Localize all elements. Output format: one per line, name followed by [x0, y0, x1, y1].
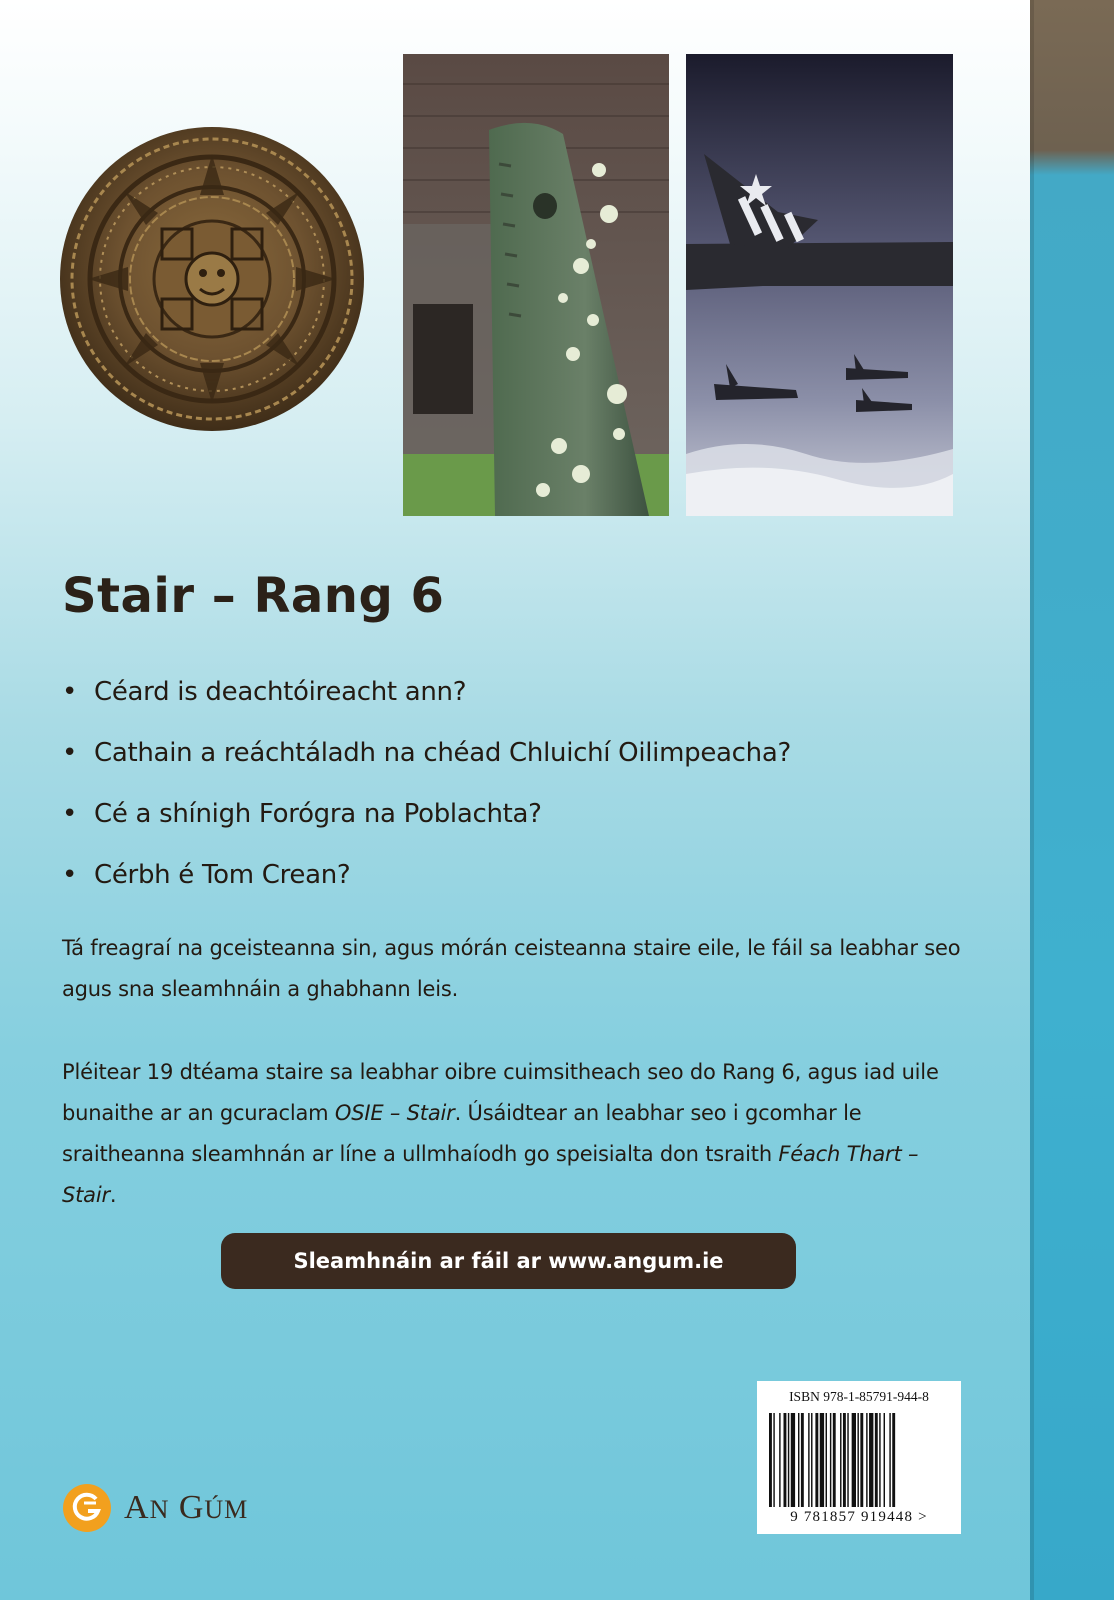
barcode-bar	[788, 1413, 789, 1507]
isbn-text: ISBN 978-1-85791-944-8	[789, 1389, 929, 1404]
publisher-letters: N	[149, 1495, 170, 1524]
barcode-bar	[875, 1413, 878, 1507]
barcode-bar	[852, 1413, 856, 1507]
list-item	[62, 794, 791, 855]
barcode-bar	[791, 1413, 795, 1507]
barcode-bar	[879, 1413, 880, 1507]
barcode-bar	[884, 1413, 885, 1507]
book-title: Stair – Rang 6	[62, 568, 445, 624]
barcode-bar	[815, 1413, 818, 1507]
barcode-bar	[779, 1413, 780, 1507]
barcode-bar	[860, 1413, 863, 1507]
question-text: Cé a shínigh Forógra na Poblachta?	[94, 799, 542, 829]
question-text: Cathain a reáchtáladh na chéad Chluichí Oilimpeacha?	[94, 738, 791, 768]
barcode-bar	[826, 1413, 827, 1507]
barcode-bar	[811, 1413, 812, 1507]
barcode-bar	[784, 1413, 787, 1507]
bomber-planes-image	[686, 54, 953, 516]
list-item	[62, 672, 791, 733]
barcode-bar	[769, 1413, 772, 1507]
barcode-bar	[808, 1413, 809, 1507]
publisher-logo	[62, 1482, 248, 1534]
bullet-icon: •	[62, 860, 78, 890]
bullet-icon: •	[62, 677, 78, 707]
description-text: .	[109, 1183, 117, 1207]
publisher-name	[124, 1489, 248, 1527]
website-banner-text[interactable]: Sleamhnáin ar fáil ar www.angum.ie	[293, 1249, 724, 1273]
bullet-icon: •	[62, 738, 78, 768]
barcode-bar	[857, 1413, 858, 1507]
barcode-digits: 9 781857 919448 >	[790, 1509, 928, 1525]
publisher-letter: G	[178, 1489, 205, 1526]
barcode-bar	[820, 1413, 824, 1507]
question-list	[62, 672, 791, 916]
website-banner[interactable]	[221, 1233, 796, 1289]
description-text: Pléitear 19 dtéama staire sa leabhar oibre cuimsitheach seo do Rang 6, agus iad uile bunaithe ar an gcuraclam	[62, 1060, 939, 1125]
spine-edge	[1030, 0, 1034, 1600]
barcode-bar	[892, 1413, 895, 1507]
barcode-bar	[843, 1413, 846, 1507]
intro-paragraph: Tá freagraí na gceisteanna sin, agus mórán ceisteanna staire eile, le fáil sa leabhar seo agus sna sleamhnáin a ghabhann leis.	[62, 936, 961, 1001]
publisher-letter: A	[124, 1489, 150, 1526]
barcode-bar	[869, 1413, 873, 1507]
list-item	[62, 733, 791, 794]
barcode-block	[757, 1381, 961, 1534]
barcode-bar	[773, 1413, 774, 1507]
barcode-bar	[833, 1413, 836, 1507]
ogham-stone-image	[403, 54, 669, 516]
curriculum-name: OSIE – Stair	[334, 1101, 455, 1125]
barcode-bar	[798, 1413, 799, 1507]
aztec-calendar-image	[58, 125, 366, 433]
barcode-bar	[830, 1413, 831, 1507]
barcode-bar	[889, 1413, 890, 1507]
barcode-icon	[767, 1413, 951, 1509]
barcode-bar	[866, 1413, 867, 1507]
barcode-bar	[847, 1413, 848, 1507]
list-item	[62, 855, 791, 916]
question-text: Cérbh é Tom Crean?	[94, 860, 351, 890]
an-gum-logo-icon	[62, 1483, 112, 1533]
series-name: Féach Thart – Stair	[62, 1142, 919, 1207]
publisher-letters: ÚM	[204, 1495, 249, 1524]
book-spine	[1030, 0, 1114, 1600]
description-paragraph	[62, 1052, 967, 1216]
barcode-bar	[801, 1413, 804, 1507]
bullet-icon: •	[62, 799, 78, 829]
question-text: Céard is deachtóireacht ann?	[94, 677, 467, 707]
barcode-bar	[840, 1413, 841, 1507]
description-text: . Úsáidtear an leabhar seo i gcomhar le sraitheanna sleamhnán ar líne a ullmhaíodh go speisialta don tsraith	[62, 1101, 862, 1166]
